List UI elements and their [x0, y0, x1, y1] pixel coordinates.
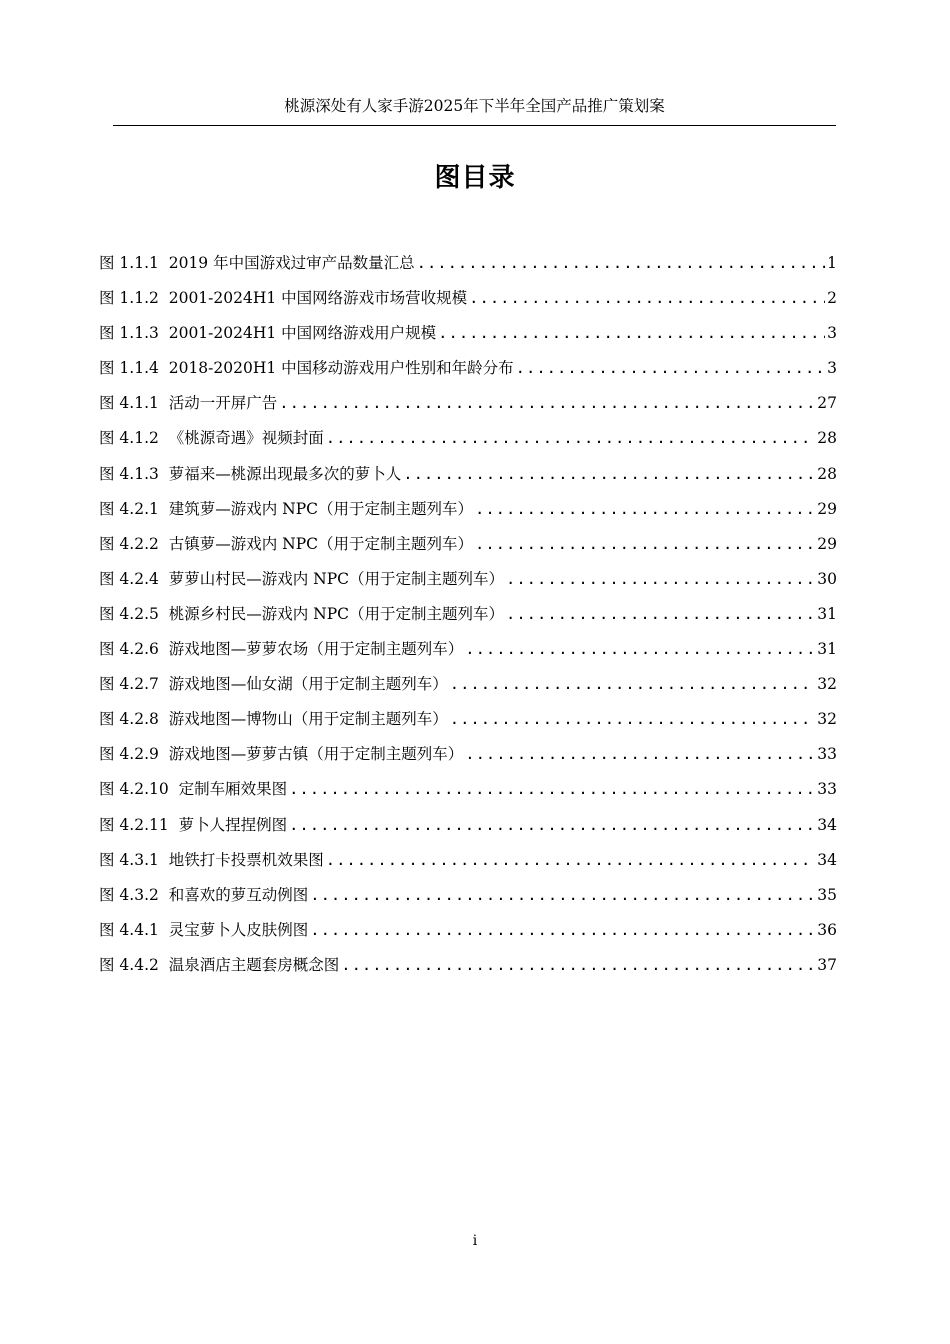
- toc-entry-page-number: 30: [817, 569, 837, 588]
- toc-entry[interactable]: [99, 564, 837, 599]
- toc-dot-leader: [516, 353, 825, 383]
- toc-entry-page-number: 2: [827, 289, 837, 308]
- toc-dot-leader: [279, 388, 815, 418]
- toc-entry-page-number: 28: [817, 464, 837, 483]
- toc-entry-page-number: 36: [817, 920, 837, 939]
- toc-entry[interactable]: [99, 353, 837, 388]
- toc-dot-leader: [506, 564, 815, 594]
- toc-entry[interactable]: [99, 880, 837, 915]
- toc-entry-page-number: 1: [827, 254, 837, 272]
- toc-entry-label: 图 4.1.3 萝福来—桃源出现最多次的萝卜人: [99, 464, 402, 483]
- toc-entry[interactable]: [99, 704, 837, 739]
- figure-toc-list: [99, 248, 837, 985]
- toc-dot-leader: [450, 669, 816, 699]
- toc-entry[interactable]: [99, 599, 837, 634]
- toc-entry[interactable]: [99, 915, 837, 950]
- page-title: 图目录: [434, 163, 516, 193]
- page-number: i: [472, 1233, 478, 1249]
- toc-dot-leader: [475, 529, 815, 559]
- toc-dot-leader: [289, 774, 815, 804]
- toc-dot-leader: [310, 915, 815, 945]
- toc-entry-page-number: 34: [817, 850, 837, 869]
- toc-entry[interactable]: [99, 459, 837, 494]
- toc-entry-page-number: 34: [817, 815, 837, 834]
- toc-dot-leader: [326, 845, 816, 875]
- page-header: 桃源深处有人家手游2025年下半年全国产品推广策划案: [284, 97, 665, 115]
- toc-entry[interactable]: [99, 423, 837, 458]
- toc-entry-page-number: 3: [827, 324, 837, 343]
- toc-entry-page-number: 35: [817, 885, 837, 904]
- toc-entry-label: 图 4.2.11 萝卜人捏捏例图: [99, 815, 288, 834]
- toc-entry-label: 图 4.2.5 桃源乡村民—游戏内 NPC（用于定制主题列车）: [99, 604, 504, 623]
- toc-entry-label: 图 1.1.1 2019 年中国游戏过审产品数量汇总: [99, 254, 415, 272]
- toc-entry-label: 图 4.1.2 《桃源奇遇》视频封面: [99, 429, 324, 448]
- toc-entry[interactable]: [99, 248, 837, 283]
- toc-entry-label: 图 4.3.2 和喜欢的萝互动例图: [99, 885, 309, 904]
- toc-entry[interactable]: [99, 388, 837, 423]
- toc-entry[interactable]: [99, 774, 837, 809]
- toc-dot-leader: [310, 880, 815, 910]
- toc-entry-label: 图 1.1.3 2001-2024H1 中国网络游戏用户规模: [99, 324, 437, 343]
- toc-entry-label: 图 4.2.9 游戏地图—萝萝古镇（用于定制主题列车）: [99, 745, 464, 764]
- toc-entry-label: 图 4.3.1 地铁打卡投票机效果图: [99, 850, 324, 869]
- toc-entry-page-number: 28: [817, 429, 837, 448]
- toc-entry-page-number: 29: [817, 534, 837, 553]
- toc-dot-leader: [506, 599, 815, 629]
- toc-entry-label: 图 1.1.2 2001-2024H1 中国网络游戏市场营收规模: [99, 289, 468, 308]
- toc-entry[interactable]: [99, 810, 837, 845]
- toc-entry[interactable]: [99, 950, 837, 985]
- toc-entry-page-number: 27: [817, 394, 837, 413]
- toc-entry-label: 图 4.2.8 游戏地图—博物山（用于定制主题列车）: [99, 710, 448, 729]
- toc-entry-label: 图 4.2.10 定制车厢效果图: [99, 780, 288, 799]
- toc-dot-leader: [341, 950, 815, 980]
- toc-entry[interactable]: [99, 529, 837, 564]
- toc-entry-page-number: 33: [817, 780, 837, 799]
- toc-entry[interactable]: [99, 739, 837, 774]
- toc-entry-label: 图 4.4.1 灵宝萝卜人皮肤例图: [99, 920, 309, 939]
- toc-entry-label: 图 1.1.4 2018-2020H1 中国移动游戏用户性别和年龄分布: [99, 359, 514, 378]
- header-rule: [113, 125, 836, 126]
- toc-entry[interactable]: [99, 845, 837, 880]
- toc-entry[interactable]: [99, 494, 837, 529]
- toc-entry[interactable]: [99, 669, 837, 704]
- toc-entry-label: 图 4.2.1 建筑萝—游戏内 NPC（用于定制主题列车）: [99, 499, 473, 518]
- toc-dot-leader: [403, 459, 815, 489]
- toc-entry-label: 图 4.2.4 萝萝山村民—游戏内 NPC（用于定制主题列车）: [99, 569, 504, 588]
- toc-dot-leader: [438, 318, 825, 348]
- toc-dot-leader: [475, 494, 815, 524]
- toc-entry-page-number: 29: [817, 499, 837, 518]
- toc-entry-page-number: 3: [827, 359, 837, 378]
- toc-entry-page-number: 37: [817, 955, 837, 974]
- toc-dot-leader: [465, 739, 815, 769]
- toc-dot-leader: [417, 248, 826, 278]
- toc-dot-leader: [469, 283, 825, 313]
- toc-entry-label: 图 4.1.1 活动一开屏广告: [99, 394, 278, 413]
- toc-dot-leader: [465, 634, 815, 664]
- toc-entry-label: 图 4.2.7 游戏地图—仙女湖（用于定制主题列车）: [99, 675, 448, 694]
- toc-entry-page-number: 31: [817, 604, 837, 623]
- toc-entry[interactable]: [99, 318, 837, 353]
- toc-entry-label: 图 4.4.2 温泉酒店主题套房概念图: [99, 955, 340, 974]
- toc-entry-page-number: 33: [817, 745, 837, 764]
- toc-entry-page-number: 31: [817, 640, 837, 659]
- toc-entry-page-number: 32: [817, 710, 837, 729]
- toc-entry[interactable]: [99, 634, 837, 669]
- toc-dot-leader: [289, 810, 815, 840]
- toc-dot-leader: [326, 423, 816, 453]
- toc-entry-label: 图 4.2.6 游戏地图—萝萝农场（用于定制主题列车）: [99, 640, 464, 659]
- toc-entry-label: 图 4.2.2 古镇萝—游戏内 NPC（用于定制主题列车）: [99, 534, 473, 553]
- toc-dot-leader: [450, 704, 816, 734]
- toc-entry-page-number: 32: [817, 675, 837, 694]
- toc-entry[interactable]: [99, 283, 837, 318]
